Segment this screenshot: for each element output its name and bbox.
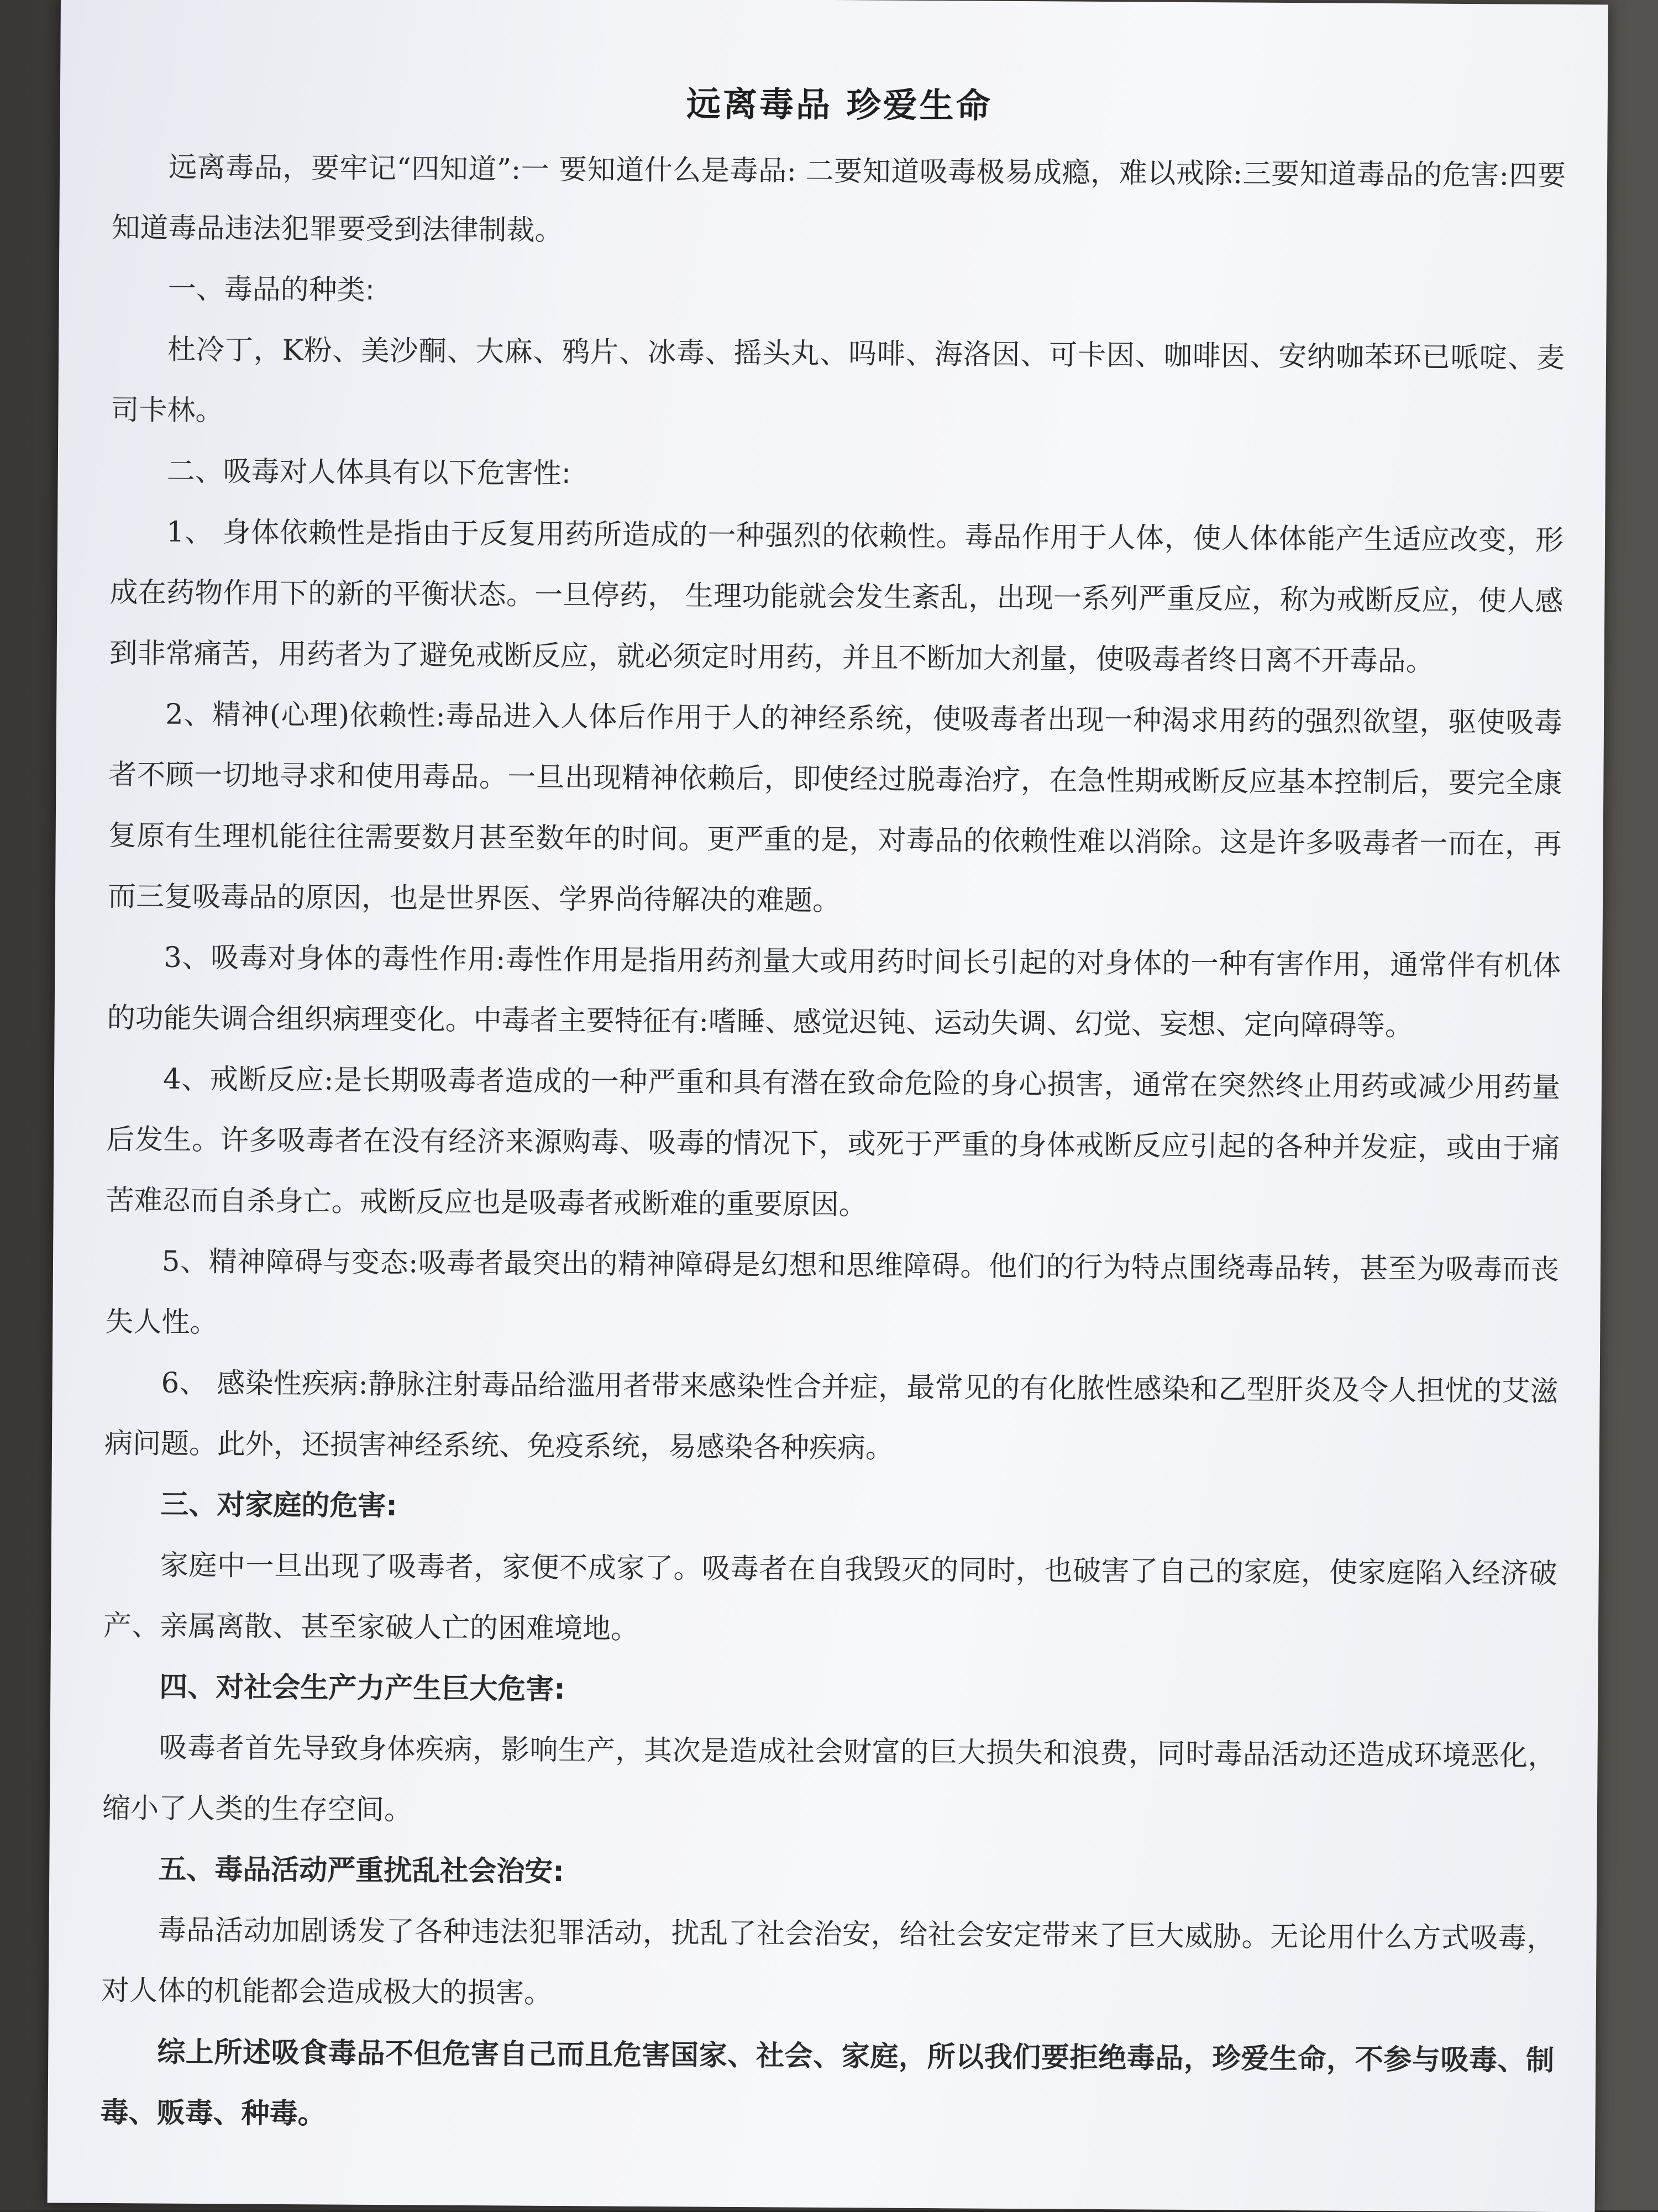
document-title: 远离毒品 珍爱生命 — [686, 83, 993, 126]
section-2-item-6: 6、 感染性疾病:静脉注射毒品给滥用者带来感染性合并症，最常见的有化脓性感染和乙型肝炎及令人担忧的艾滋病问题。此外，还损害神经系统、免疫系统，易感染各种疾病。 — [104, 1367, 1559, 1465]
section-5-heading: 五、毒品活动严重扰乱社会治安: — [158, 1853, 564, 1889]
section-1-heading: 一、毒品的种类: — [167, 272, 375, 307]
section-4-text: 吸毒者首先导致身体疾病，影响生产，其次是造成社会财富的巨大损失和浪费，同时毒品活动还造成环境恶化，缩小了人类的生存空间。 — [102, 1731, 1556, 1827]
section-3-heading: 三、对家庭的危害: — [160, 1488, 397, 1523]
section-4-heading: 四、对社会生产力产生巨大危害: — [159, 1670, 565, 1706]
document-body — [100, 67, 1566, 2152]
section-1-text: 杜冷丁，K粉、美沙酮、大麻、鸦片、冰毒、摇头丸、吗啡、海洛因、可卡因、咖啡因、安纳咖苯环已哌啶、麦司卡林。 — [111, 333, 1565, 428]
section-3-text: 家庭中一旦出现了吸毒者，家便不成家了。吸毒者在自我毁灭的同时，也破害了自己的家庭，使家庭陷入经济破产、亲属离散、甚至家破人亡的困难境地。 — [103, 1549, 1557, 1646]
conclusion-paragraph: 综上所述吸食毒品不但危害自己而且危害国家、社会、家庭，所以我们要拒绝毒品，珍爱生命，不参与吸毒、制毒、贩毒、种毒。 — [100, 2035, 1555, 2131]
section-2-item-1: 1、 身体依赖性是指由于反复用药所造成的一种强烈的依赖性。毒品作用于人体，使人体体能产生适应改变，形成在药物作用下的新的平衡状态。一旦停药， 生理功能就会发生紊乱，出现一系列严重反应，称为戒断反应，使人感到非常痛苦，用药者为了避免戒断反应，就必须定时用药，并且不断加大剂量，使吸毒者终日离不开毒品。 — [109, 516, 1564, 678]
section-5-text: 毒品活动加剧诱发了各种违法犯罪活动，扰乱了社会治安，给社会安定带来了巨大威胁。无论用什么方式吸毒，对人体的机能都会造成极大的损害。 — [101, 1914, 1555, 2010]
section-2-item-4: 4、戒断反应:是长期吸毒者造成的一种严重和具有潜在致命危险的身心损害，通常在突然终止用药或减少用药量后发生。许多吸毒者在没有经济来源购毒、吸毒的情况下，或死于严重的身体戒断反应引起的各种并发症，或由于痛苦难忍而自杀身亡。戒断反应也是吸毒者戒断难的重要原因。 — [106, 1063, 1561, 1222]
section-2-item-5: 5、精神障碍与变态:吸毒者最突出的精神障碍是幻想和思维障碍。他们的行为特点围绕毒品转，甚至为吸毒而丧失人性。 — [105, 1245, 1560, 1339]
paper-sheet — [48, 0, 1608, 2212]
intro-paragraph: 远离毒品，要牢记“四知道”:一 要知道什么是毒品: 二要知道吸毒极易成瘾，难以戒除:三要知道毒品的危害:四要知道毒品违法犯罪要受到法律制裁。 — [112, 151, 1566, 248]
section-2-item-2: 2、精神(心理)依赖性:毒品进入人体后作用于人的神经系统，使吸毒者出现一种渴求用药的强烈欲望，驱使吸毒者不顾一切地寻求和使用毒品。一旦出现精神依赖后，即使经过脱毒治疗，在急性期戒断反应基本控制后，要完全康复原有生理机能往往需要数月甚至数年的时间。更严重的是，对毒品的依赖性难以消除。这是许多吸毒者一而在，再而三复吸毒品的原因，也是世界医、学界尚待解决的难题。 — [107, 698, 1563, 918]
section-2-item-3: 3、吸毒对身体的毒性作用:毒性作用是指用药剂量大或用药时间长引起的对身体的一种有害作用，通常伴有机体的功能失调合组织病理变化。中毒者主要特征有:嗜睡、感觉迟钝、运动失调、幻觉、妄想、定向障碍等。 — [107, 941, 1561, 1043]
section-2-heading: 二、吸毒对人体具有以下危害性: — [166, 455, 571, 491]
